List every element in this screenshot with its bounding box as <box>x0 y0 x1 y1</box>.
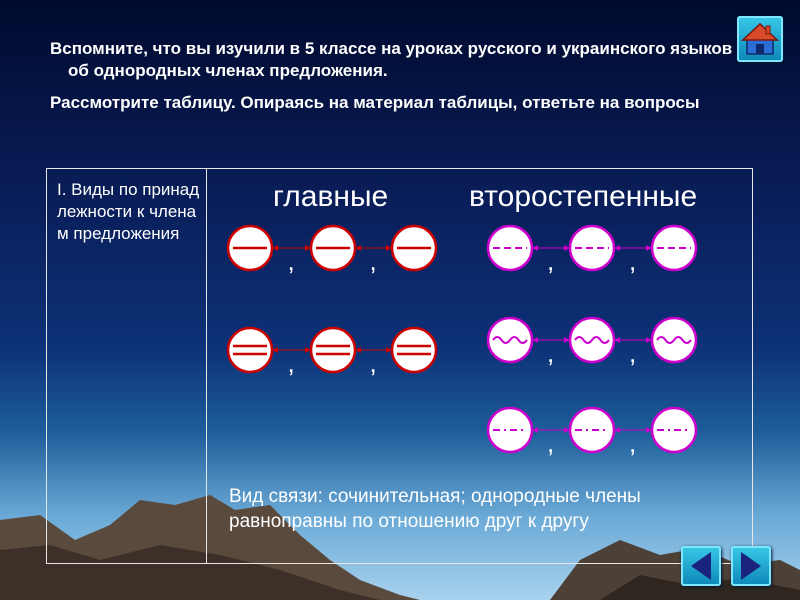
comma: , <box>369 246 377 276</box>
intro-text-2 <box>50 92 740 114</box>
intro-paragraph-2: Рассмотрите таблицу. Опираясь на материал таблицы, ответьте на вопросы <box>50 93 700 112</box>
summary-text: Вид связи: сочинительная; однородные члены равноправны по отношению друг к другу <box>229 486 641 532</box>
row-label: I. Виды по принадлежности к членам предложения <box>57 180 200 243</box>
header-secondary-members: второстепенные <box>469 180 698 213</box>
comma: , <box>629 338 637 368</box>
intro-paragraph-1: Вспомните, что вы изучили в 5 классе на уроках русского и украинского языков об однородных членах предложения. <box>50 39 733 80</box>
comma: , <box>547 428 555 458</box>
comma: , <box>287 246 295 276</box>
home-icon <box>737 16 783 62</box>
arrow-left-icon <box>681 546 721 586</box>
comma: , <box>287 348 295 378</box>
home-button[interactable] <box>737 16 783 62</box>
comma: , <box>369 348 377 378</box>
prev-button[interactable] <box>681 546 721 586</box>
header-main-members: главные <box>273 180 389 213</box>
arrow-right-icon <box>731 546 771 586</box>
next-button[interactable] <box>731 546 771 586</box>
comma: , <box>629 246 637 276</box>
comma: , <box>629 428 637 458</box>
table-column-divider <box>206 169 207 563</box>
comma: , <box>547 246 555 276</box>
comma: , <box>547 338 555 368</box>
intro-text <box>50 38 740 82</box>
